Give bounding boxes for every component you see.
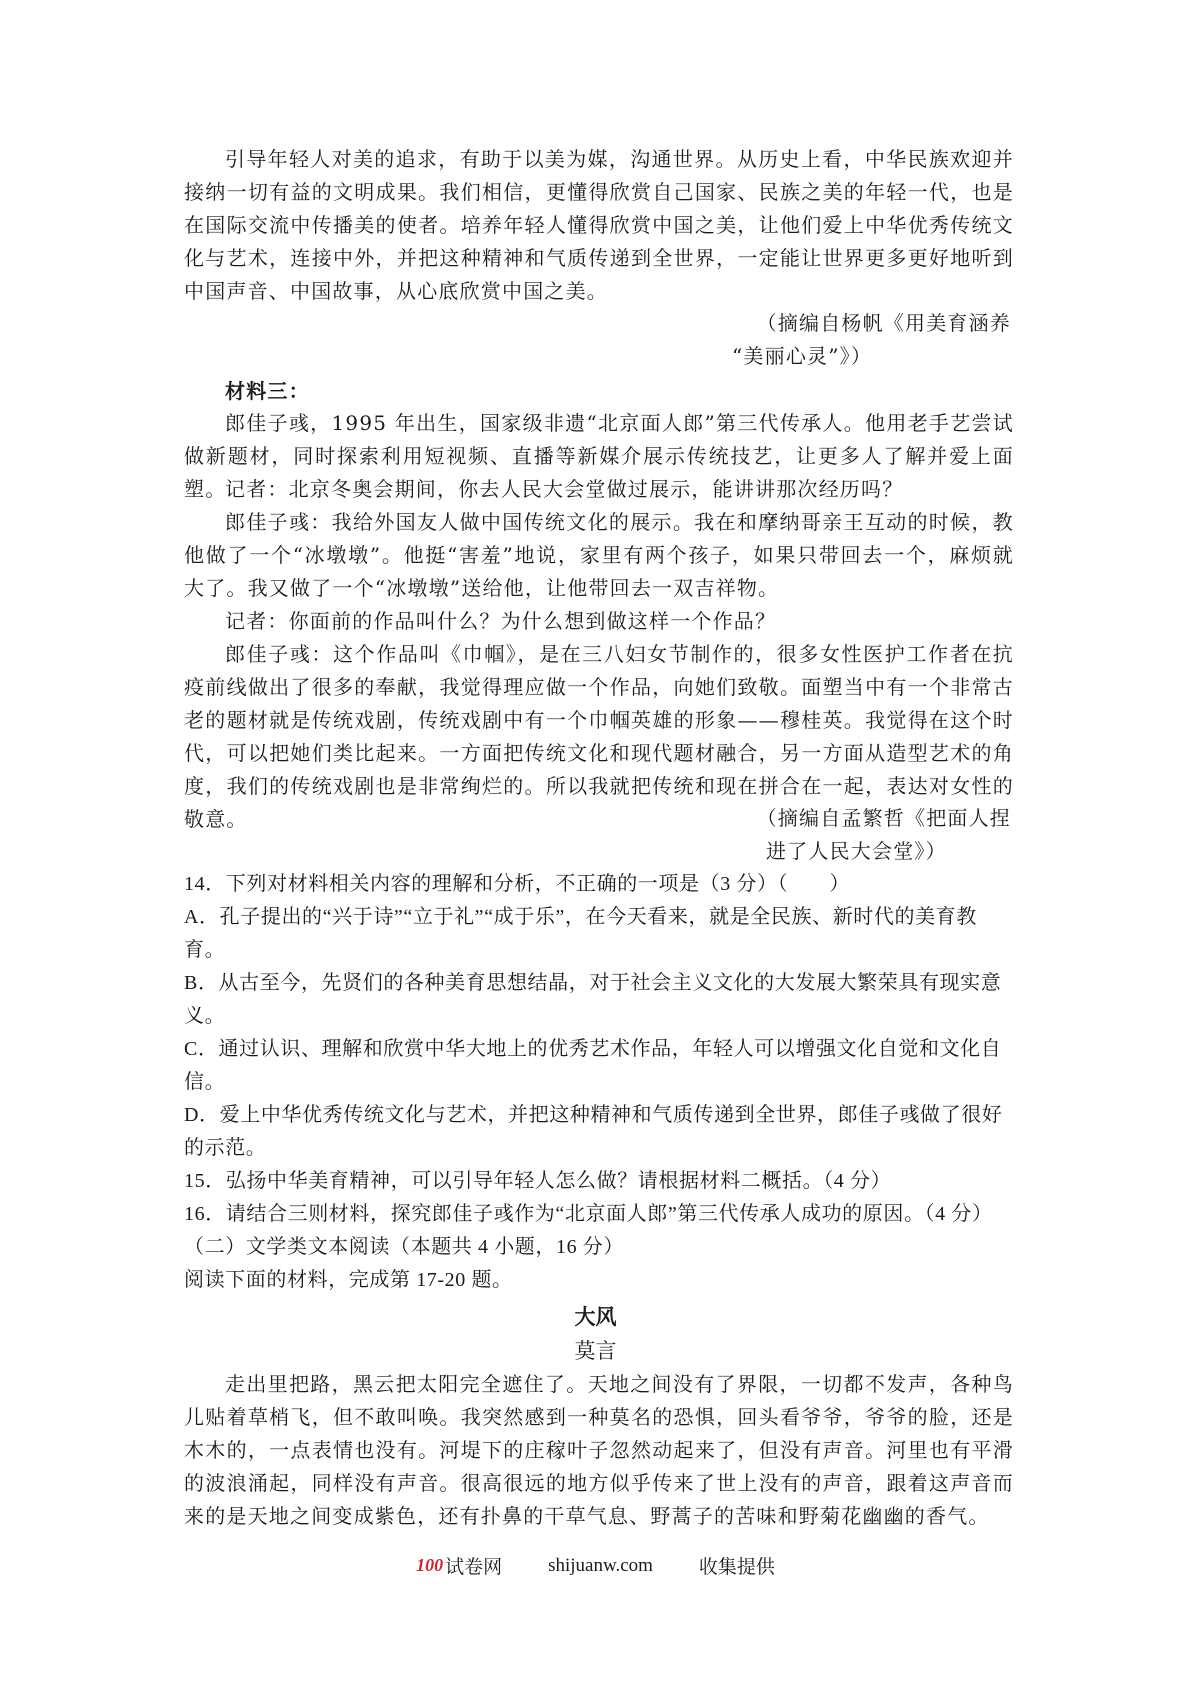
material-three-heading: 材料三： <box>225 379 310 403</box>
section-two-heading: （二）文学类文本阅读（本题共 4 小题，16 分） <box>184 1236 624 1258</box>
question-14-option-c: C．通过认识、理解和欣赏中华大地上的优秀艺术作品，年轻人可以增强文化自觉和文化自信。 <box>184 1038 1002 1093</box>
site-url[interactable]: shijuanw.com <box>548 1554 653 1576</box>
reading-instruction: 阅读下面的材料，完成第 17-20 题。 <box>184 1269 513 1291</box>
interview-answer: 郎佳子彧：我给外国友人做中国传统文化的展示。我在和摩纳哥亲王互动的时候，教他做了一个“冰墩墩”。他挺“害羞”地说，家里有两个孩子，如果只带回去一个，麻烦就大了。我又做了一个“冰墩墩”送给他，让他带回去一双吉祥物。 <box>184 510 1014 600</box>
question-15: 15．弘扬中华美育精神，可以引导年轻人怎么做？请根据材料二概括。（4 分） <box>184 1170 892 1192</box>
question-14-option-d: D．爱上中华优秀传统文化与艺术，并把这种精神和气质传递到全世界，郎佳子彧做了很好的示范。 <box>184 1104 1003 1159</box>
reporter-question: 记者：你面前的作品叫什么？为什么想到做这样一个作品？ <box>225 609 777 633</box>
material-three-source-line2: 进了人民大会堂》） <box>766 839 947 863</box>
story-title: 大风 <box>574 1304 617 1329</box>
site-logo-text: 试卷网 <box>445 1557 503 1578</box>
question-14-option-a: A．孔子提出的“兴于诗”“立于礼”“成于乐”，在今天看来，就是全民族、新时代的美育教育。 <box>184 906 977 961</box>
story-paragraph: 走出里把路，黑云把太阳完全遮住了。天地之间没有了界限，一切都不发声，各种鸟儿贴着草梢飞，但不敢叫唤。我突然感到一种莫名的恐惧，回头看爷爷，爷爷的脸，还是木木的，一点表情也没有。河堤下的庄稼叶子忽然动起来了，但没有声音。河里也有平滑的波浪涌起，同样没有声音。很高很远的地方似乎传来了世上没有的声音，跟着这声音而来的是天地之间变成紫色，还有扑鼻的干草气息、野蒿子的苦味和野菊花幽幽的香气。 <box>184 1372 1014 1528</box>
page-footer <box>0 1552 1191 1579</box>
story-author: 莫言 <box>574 1339 617 1363</box>
material-three-source-line1: （摘编自孟繁哲《把面人捏 <box>756 806 1011 830</box>
material-two-source-line1: （摘编自杨帆《用美育涵养 <box>756 311 1011 335</box>
material-two-source-line2: “美丽心灵”》） <box>732 344 873 368</box>
material-three-paragraph: 郎佳子彧，1995 年出生，国家级非遗“北京面人郎”第三代传承人。他用老手艺尝试做新题材，同时探索利用短视频、直播等新媒介展示传统技艺，让更多人了解并爱上面塑。 <box>184 411 1014 501</box>
question-14-option-b: B．从古至今，先贤们的各种美育思想结晶，对于社会主义文化的大发展大繁荣具有现实意义。 <box>184 972 1002 1027</box>
material-two-paragraph: 引导年轻人对美的追求，有助于以美为媒，沟通世界。从历史上看，中华民族欢迎并接纳一切有益的文明成果。我们相信，更懂得欣赏自己国家、民族之美的年轻一代，也是在国际交流中传播美的使者。培养年轻人懂得欣赏中国之美，让他们爱上中华优秀传统文化与艺术，连接中外，并把这种精神和气质传递到全世界，一定能让世界更多更好地听到中国声音、中国故事，从心底欣赏中国之美。 <box>184 147 1014 303</box>
reporter-question: 记者：北京冬奥会期间，你去人民大会堂做过展示，能讲讲那次经历吗？ <box>225 477 904 501</box>
site-logo-icon: 100 <box>416 1555 444 1575</box>
footer-note: 收集提供 <box>698 1557 775 1578</box>
question-16: 16．请结合三则材料，探究郎佳子彧作为“北京面人郎”第三代传承人成功的原因。（4 分） <box>184 1203 993 1225</box>
interview-answer: 郎佳子彧：这个作品叫《巾帼》，是在三八妇女节制作的，很多女性医护工作者在抗疫前线做出了很多的奉献，我觉得理应做一个作品，向她们致敬。面塑当中有一个非常古老的题材就是传统戏剧，传统戏剧中有一个巾帼英雄的形象——穆桂英。我觉得在这个时代，可以把她们类比起来。一方面把传统文化和现代题材融合，另一方面从造型艺术的角度，我们的传统戏剧也是非常绚烂的。所以我就把传统和现在拼合在一起，表达对女性的敬意。 <box>184 642 1014 831</box>
question-14-stem: 14．下列对材料相关内容的理解和分析，不正确的一项是（3 分）（ ） <box>184 873 850 895</box>
